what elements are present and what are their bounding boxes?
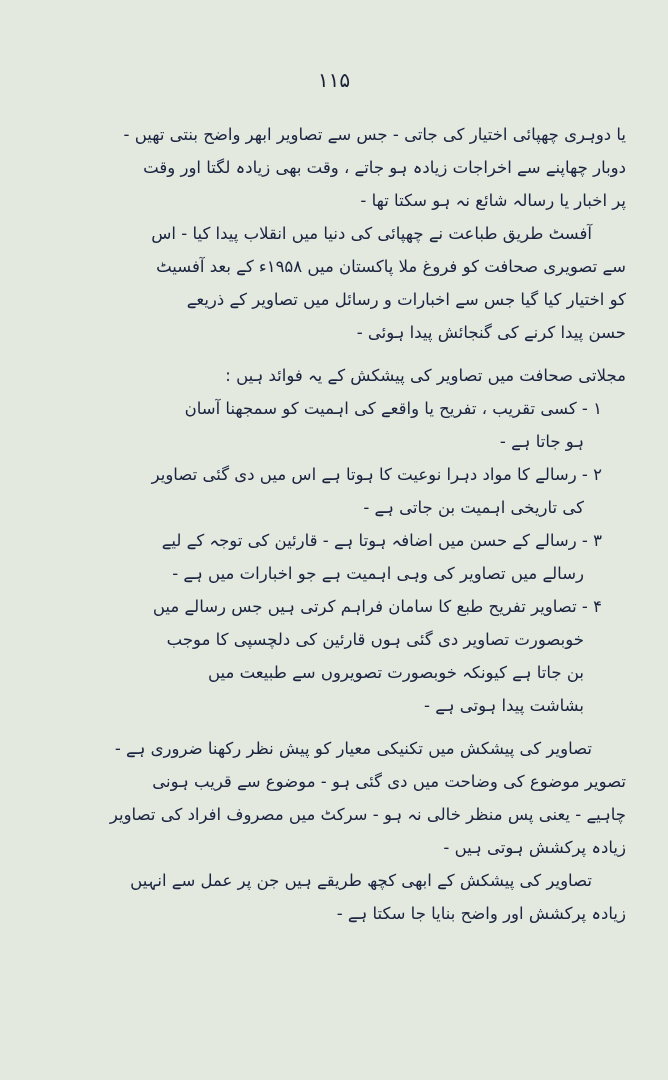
text-line: آفسٹ طریق طباعت نے چھپائی کی دنیا میں انقلاب پیدا کیا - اس: [151, 224, 592, 243]
paragraph: [46, 118, 626, 217]
text-line: زیادہ پرکشش ہوتی ہیں -: [443, 838, 626, 857]
text-line: چاہیے - یعنی پس منظر خالی نہ ہو - سرکٹ میں مصروف افراد کی تصاویر: [109, 805, 626, 824]
text-line: ۲ - رسالے کا مواد دہرا نوعیت کا ہوتا ہے اس میں دی گئی تصاویر: [151, 465, 602, 484]
text-line: تصویر موضوع کی وضاحت میں دی گئی ہو - موضوع سے قریب ہونی: [152, 772, 626, 791]
text-line: کو اختیار کیا گیا جس سے اخبارات و رسائل میں تصاویر کے ذریعے: [186, 290, 626, 309]
text-line: بشاشت پیدا ہوتی ہے -: [424, 696, 584, 715]
paragraph-gap: [46, 349, 626, 359]
list-item: [46, 524, 626, 590]
text-line: خوبصورت تصاویر دی گئی ہوں قارئین کی دلچسپی کا موجب: [166, 630, 584, 649]
text-line: مجلاتی صحافت میں تصاویر کی پیشکش کے یہ فوائد ہیں :: [225, 366, 626, 385]
text-line: یا دوہری چھپائی اختیار کی جاتی - جس سے تصاویر ابھر واضح بنتی تھیں -: [123, 125, 626, 144]
text-line: زیادہ پرکشش اور واضح بنایا جا سکتا ہے -: [336, 904, 626, 923]
page-body: [46, 118, 626, 930]
text-line: حسن پیدا کرنے کی گنجائش پیدا ہوئی -: [356, 323, 626, 342]
text-line: پر اخبار یا رسالہ شائع نہ ہو سکتا تھا -: [360, 191, 626, 210]
text-line: تصاویر کی پیشکش کے ابھی کچھ طریقے ہیں جن پر عمل سے انہیں: [130, 871, 592, 890]
text-line: رسالے میں تصاویر کی وہی اہمیت ہے جو اخبارات میں ہے -: [172, 564, 584, 583]
list-item: [46, 590, 626, 722]
text-line: ۳ - رسالے کے حسن میں اضافہ ہوتا ہے - قارئین کی توجہ کے لیے: [161, 531, 602, 550]
text-line: ہو جاتا ہے -: [499, 432, 584, 451]
paragraph: [46, 732, 626, 864]
paragraph-gap: [46, 722, 626, 732]
paragraph: [46, 359, 626, 392]
text-line: ۱ - کسی تقریب ، تفریح یا واقعے کی اہمیت کو سمجھنا آسان: [184, 399, 602, 418]
paragraph: [46, 864, 626, 930]
page-number: ۱۱۵: [317, 68, 351, 92]
text-line: ۴ - تصاویر تفریح طبع کا سامان فراہم کرتی ہیں جس رسالے میں: [152, 597, 602, 616]
text-line: سے تصویری صحافت کو فروغ ملا پاکستان میں ۱۹۵۸ء کے بعد آفسیٹ: [156, 257, 626, 276]
text-line: بن جاتا ہے کیونکہ خوبصورت تصویروں سے طبیعت میں: [207, 663, 584, 682]
text-line: تصاویر کی پیشکش میں تکنیکی معیار کو پیش نظر رکھنا ضروری ہے -: [114, 739, 592, 758]
paragraph: [46, 217, 626, 349]
list-item: [46, 392, 626, 458]
list-item: [46, 458, 626, 524]
text-line: کی تاریخی اہمیت بن جاتی ہے -: [363, 498, 584, 517]
text-line: دوبار چھاپنے سے اخراجات زیادہ ہو جاتے ، وقت بھی زیادہ لگتا اور وقت: [143, 158, 626, 177]
